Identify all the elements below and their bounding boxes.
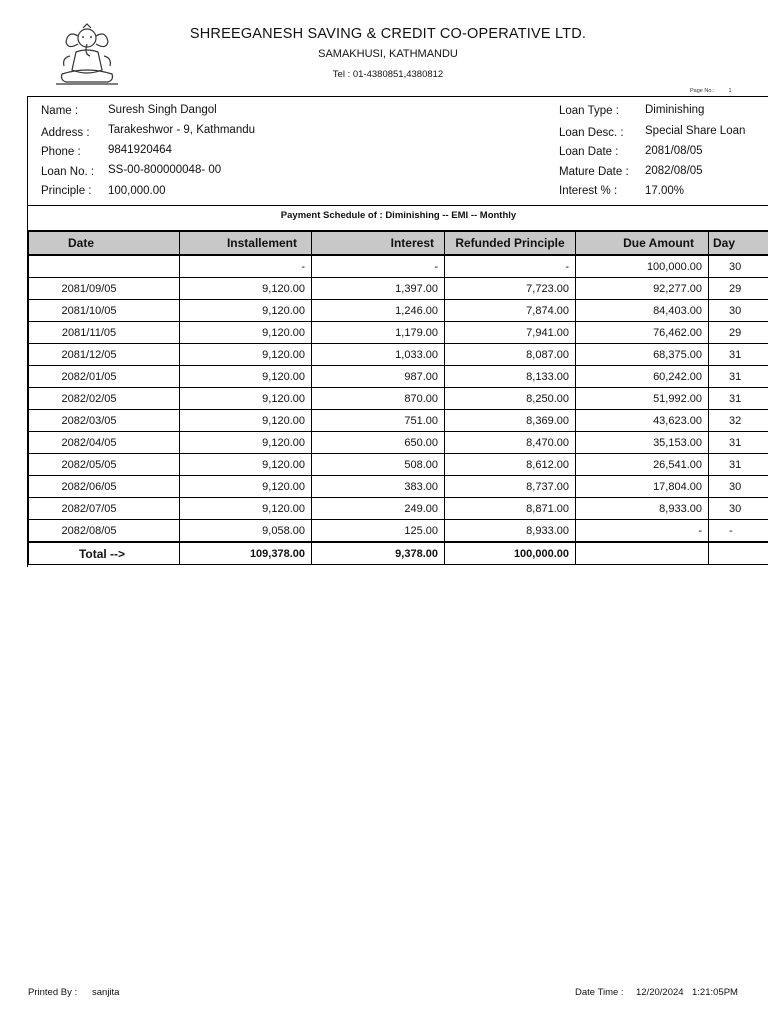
total-due-amount — [576, 542, 709, 565]
row-date: 2081/10/05 — [29, 300, 180, 322]
row-day: 31 — [709, 388, 768, 410]
loan-date: 2081/08/05 — [645, 145, 703, 157]
row-due-amount: 60,242.00 — [576, 366, 709, 388]
row-due-amount: 92,277.00 — [576, 278, 709, 300]
row-date: 2082/06/05 — [29, 476, 180, 498]
row-interest: 508.00 — [312, 454, 445, 476]
row-day: 32 — [709, 410, 768, 432]
row-interest: 751.00 — [312, 410, 445, 432]
row-day: 30 — [709, 498, 768, 520]
row-day: 31 — [709, 366, 768, 388]
print-date: 12/20/2024 — [636, 987, 684, 998]
loan-no-label: Loan No. : — [41, 166, 95, 178]
row-day: 30 — [709, 300, 768, 322]
row-due-amount: 76,462.00 — [576, 322, 709, 344]
row-refunded-principle: 8,871.00 — [445, 498, 576, 520]
row-due-amount: 35,153.00 — [576, 432, 709, 454]
total-row — [29, 542, 768, 565]
row-interest: 249.00 — [312, 498, 445, 520]
row-date: 2082/03/05 — [29, 410, 180, 432]
table-row — [29, 322, 768, 344]
row-interest: 125.00 — [312, 520, 445, 543]
row-installment: 9,120.00 — [180, 344, 312, 366]
column-header-date: Date — [29, 231, 180, 255]
mature-date-label: Mature Date : — [559, 166, 629, 178]
row-date: 2082/07/05 — [29, 498, 180, 520]
table-row — [29, 432, 768, 454]
column-header-day: Day — [709, 231, 768, 255]
total-interest: 9,378.00 — [312, 542, 445, 565]
row-day: 31 — [709, 454, 768, 476]
row-date: 2081/11/05 — [29, 322, 180, 344]
schedule-title: Payment Schedule of : Diminishing -- EMI -- Monthly — [27, 206, 768, 232]
payment-schedule-table — [28, 230, 768, 565]
row-day: 31 — [709, 432, 768, 454]
organization-address: SAMAKHUSI, KATHMANDU — [318, 48, 458, 60]
loan-date-label: Loan Date : — [559, 146, 619, 158]
row-date: 2081/12/05 — [29, 344, 180, 366]
table-row — [29, 344, 768, 366]
table-row — [29, 498, 768, 520]
total-day — [709, 542, 768, 565]
row-due-amount: 8,933.00 — [576, 498, 709, 520]
row-due-amount: 68,375.00 — [576, 344, 709, 366]
loan-type-label: Loan Type : — [559, 105, 619, 117]
row-due-amount: 17,804.00 — [576, 476, 709, 498]
column-header-interest: Interest — [312, 231, 445, 255]
customer-phone: 9841920464 — [108, 144, 172, 156]
organization-name: SHREEGANESH SAVING & CREDIT CO-OPERATIVE LTD. — [189, 26, 587, 42]
row-refunded-principle: 8,133.00 — [445, 366, 576, 388]
table-row — [29, 255, 768, 278]
row-day: 30 — [709, 476, 768, 498]
row-interest: 1,246.00 — [312, 300, 445, 322]
organization-telephone: Tel : 01-4380851,4380812 — [332, 69, 444, 80]
row-date: 2081/09/05 — [29, 278, 180, 300]
total-label: Total --> — [29, 542, 180, 565]
table-row — [29, 520, 768, 543]
row-installment: - — [180, 255, 312, 278]
row-date: 2082/01/05 — [29, 366, 180, 388]
row-refunded-principle: 8,369.00 — [445, 410, 576, 432]
phone-label: Phone : — [41, 146, 81, 158]
row-installment: 9,120.00 — [180, 366, 312, 388]
row-interest: 1,397.00 — [312, 278, 445, 300]
column-header-due-amount: Due Amount — [576, 231, 709, 255]
table-row — [29, 410, 768, 432]
row-interest: 987.00 — [312, 366, 445, 388]
table-row — [29, 476, 768, 498]
row-installment: 9,058.00 — [180, 520, 312, 543]
row-refunded-principle: 7,874.00 — [445, 300, 576, 322]
mature-date: 2082/08/05 — [645, 165, 703, 177]
table-row — [29, 300, 768, 322]
row-day: - — [709, 520, 768, 543]
row-installment: 9,120.00 — [180, 476, 312, 498]
date-time-label: Date Time : — [575, 987, 624, 998]
row-refunded-principle: 7,941.00 — [445, 322, 576, 344]
table-row — [29, 454, 768, 476]
principle-label: Principle : — [41, 185, 92, 197]
row-interest: 870.00 — [312, 388, 445, 410]
row-interest: 1,033.00 — [312, 344, 445, 366]
row-interest: 383.00 — [312, 476, 445, 498]
row-installment: 9,120.00 — [180, 278, 312, 300]
loan-number: SS-00-800000048- 00 — [108, 164, 222, 176]
column-header-installment: Installement — [180, 231, 312, 255]
payment-schedule-table-wrap — [27, 230, 768, 567]
row-due-amount: 26,541.00 — [576, 454, 709, 476]
row-due-amount: 43,623.00 — [576, 410, 709, 432]
row-installment: 9,120.00 — [180, 410, 312, 432]
row-interest: 1,179.00 — [312, 322, 445, 344]
row-installment: 9,120.00 — [180, 322, 312, 344]
page-number-label: Page No.: — [690, 88, 715, 94]
loan-info-box — [27, 96, 768, 206]
row-installment: 9,120.00 — [180, 432, 312, 454]
row-interest: - — [312, 255, 445, 278]
row-refunded-principle: - — [445, 255, 576, 278]
row-installment: 9,120.00 — [180, 498, 312, 520]
row-due-amount: 84,403.00 — [576, 300, 709, 322]
row-date — [29, 255, 180, 278]
row-installment: 9,120.00 — [180, 300, 312, 322]
loan-desc-label: Loan Desc. : — [559, 127, 624, 139]
name-label: Name : — [41, 105, 79, 117]
row-date: 2082/08/05 — [29, 520, 180, 543]
row-refunded-principle: 8,612.00 — [445, 454, 576, 476]
row-date: 2082/02/05 — [29, 388, 180, 410]
table-row — [29, 278, 768, 300]
row-refunded-principle: 8,737.00 — [445, 476, 576, 498]
interest-rate-label: Interest % : — [559, 185, 618, 197]
row-date: 2082/04/05 — [29, 432, 180, 454]
page-number-value: 1 — [728, 88, 732, 94]
row-due-amount: - — [576, 520, 709, 543]
print-time: 1:21:05PM — [692, 987, 738, 998]
table-row — [29, 388, 768, 410]
row-due-amount: 100,000.00 — [576, 255, 709, 278]
row-day: 31 — [709, 344, 768, 366]
loan-description: Special Share Loan — [645, 125, 746, 137]
row-installment: 9,120.00 — [180, 454, 312, 476]
customer-address: Tarakeshwor - 9, Kathmandu — [108, 124, 256, 136]
row-date: 2082/05/05 — [29, 454, 180, 476]
table-row — [29, 366, 768, 388]
principle-amount: 100,000.00 — [108, 185, 166, 197]
row-day: 29 — [709, 278, 768, 300]
customer-name: Suresh Singh Dangol — [108, 104, 217, 116]
row-installment: 9,120.00 — [180, 388, 312, 410]
total-refunded-principle: 100,000.00 — [445, 542, 576, 565]
row-refunded-principle: 8,250.00 — [445, 388, 576, 410]
row-refunded-principle: 8,087.00 — [445, 344, 576, 366]
loan-type: Diminishing — [645, 104, 705, 116]
table-header-row — [29, 231, 768, 255]
total-installment: 109,378.00 — [180, 542, 312, 565]
row-day: 30 — [709, 255, 768, 278]
row-refunded-principle: 8,933.00 — [445, 520, 576, 543]
row-interest: 650.00 — [312, 432, 445, 454]
row-day: 29 — [709, 322, 768, 344]
interest-rate: 17.00% — [645, 185, 685, 197]
address-label: Address : — [41, 127, 90, 139]
column-header-refunded-principle: Refunded Principle — [445, 231, 576, 255]
page-number — [690, 88, 732, 94]
printed-by-label: Printed By : — [28, 987, 78, 998]
row-due-amount: 51,992.00 — [576, 388, 709, 410]
printed-by-user: sanjita — [92, 987, 120, 998]
row-refunded-principle: 8,470.00 — [445, 432, 576, 454]
row-refunded-principle: 7,723.00 — [445, 278, 576, 300]
